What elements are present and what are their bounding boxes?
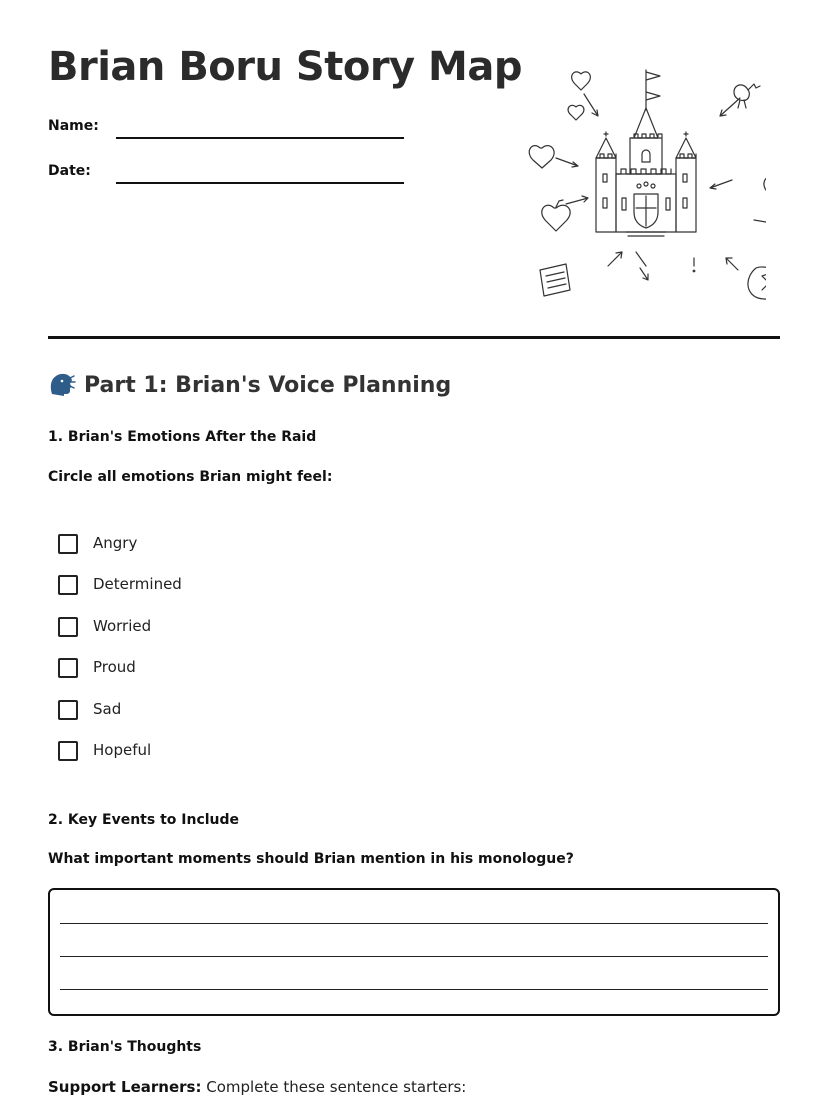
name-field-row bbox=[48, 118, 408, 148]
speaking-head-icon bbox=[48, 372, 76, 398]
date-field-row bbox=[48, 163, 408, 193]
page-title: Brian Boru Story Map bbox=[48, 44, 522, 90]
emotion-label: Hopeful bbox=[93, 740, 152, 759]
emotion-label: Proud bbox=[93, 658, 136, 677]
treasure-icon bbox=[748, 267, 766, 299]
emotion-item-worried bbox=[58, 615, 182, 656]
emotion-item-angry bbox=[58, 532, 182, 573]
note-icon bbox=[540, 264, 570, 296]
worksheet-page bbox=[48, 0, 780, 1118]
apple-icon bbox=[764, 170, 766, 195]
part1-title: Part 1: Brian's Voice Planning bbox=[84, 372, 452, 398]
section-divider bbox=[48, 336, 780, 339]
emotion-checkbox[interactable] bbox=[58, 741, 78, 761]
date-label: Date: bbox=[48, 163, 91, 179]
rooster-icon bbox=[734, 84, 760, 108]
emotion-label: Sad bbox=[93, 699, 122, 718]
heart-icon bbox=[542, 205, 570, 231]
emotion-checkbox[interactable] bbox=[58, 575, 78, 595]
writing-line bbox=[60, 923, 768, 924]
support-learners-note bbox=[48, 1078, 466, 1096]
emotion-checkbox[interactable] bbox=[58, 658, 78, 678]
q2-heading: 2. Key Events to Include bbox=[48, 812, 240, 828]
heart-icon bbox=[572, 72, 591, 90]
arrow-icon bbox=[556, 94, 766, 280]
support-text: Complete these sentence starters: bbox=[206, 1078, 467, 1096]
emotion-item-sad bbox=[58, 698, 182, 739]
writing-line bbox=[60, 989, 768, 990]
writing-line bbox=[60, 956, 768, 957]
castle-icon bbox=[596, 108, 696, 236]
emotion-label: Worried bbox=[93, 616, 152, 635]
heart-icon bbox=[568, 105, 584, 120]
q3-heading: 3. Brian's Thoughts bbox=[48, 1039, 202, 1055]
q2-instruction: What important moments should Brian mention in his monologue? bbox=[48, 851, 574, 867]
emotion-checklist bbox=[58, 532, 182, 780]
emotion-checkbox[interactable] bbox=[58, 617, 78, 637]
name-label: Name: bbox=[48, 118, 99, 134]
heart-icon bbox=[529, 146, 554, 168]
emotion-checkbox[interactable] bbox=[58, 700, 78, 720]
part1-heading bbox=[48, 372, 451, 398]
emotion-label: Determined bbox=[93, 575, 182, 594]
emotion-item-hopeful bbox=[58, 739, 182, 780]
support-label: Support Learners: bbox=[48, 1078, 202, 1096]
q1-instruction: Circle all emotions Brian might feel: bbox=[48, 469, 333, 485]
key-events-writing-box[interactable] bbox=[48, 888, 780, 1016]
q1-heading: 1. Brian's Emotions After the Raid bbox=[48, 429, 317, 445]
emotion-item-proud bbox=[58, 656, 182, 697]
emotion-item-determined bbox=[58, 573, 182, 614]
castle-illustration bbox=[526, 62, 766, 312]
emotion-label: Angry bbox=[93, 534, 138, 552]
date-write-line[interactable] bbox=[116, 182, 404, 184]
emotion-checkbox[interactable] bbox=[58, 534, 78, 554]
name-write-line[interactable] bbox=[116, 137, 404, 139]
flag-icon bbox=[646, 70, 660, 110]
